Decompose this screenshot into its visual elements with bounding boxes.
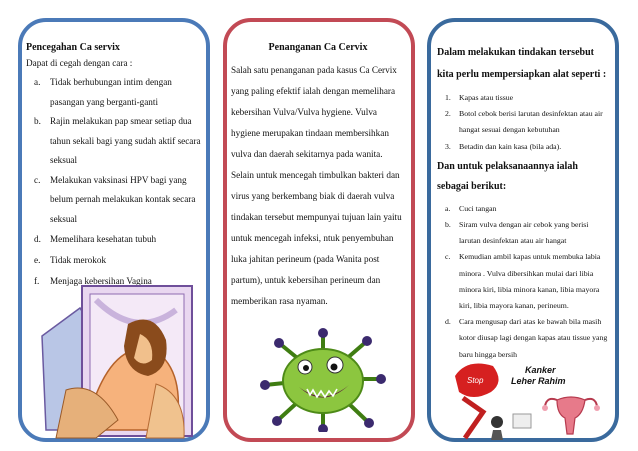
panel-treatment [223,18,415,442]
list-item: d. Cara mengusap dari atas ke bawah bila masih kotor diusap lagi dengan kapas atau tissue yang baru hingga bersih [445,317,608,359]
treatment-body: Salah satu penanganan pada kasus Ca Cervix yang paling efektif ialah dengan memelihara kebersihan Vulva/Vulva hygiene. Vulva hygiene merupakan tindaan membersihkan vulva dan daerah sekitarnya pada wanita. Selain untuk mencegah timbulkan bakteri dan virus yang berkembang biak di daerah vulva tindakan tersebut mempunyai tujuan lain yaitu untuk mencegah infeksi, ntuk penyembuhan luka jahitan perineum (pada Wanita post partum), untuk kebersihan perineum dan memberikan rasa nyaman. [231,65,402,306]
list-item: 3. Betadin dan kain kasa (bila ada). [445,141,562,151]
list-item: 1. Kapas atau tissue [445,93,514,102]
list-item: c. Kemudian ambil kapas untuk membuka labia minora . Vulva dibersihkan mulai dari libia minora kiri, libia minora kanan, libia mayora kiri, libia mayora kanan, perineum. [445,252,601,311]
banner-line2: Leher Rahim [511,376,566,386]
tools-title: Dalam melakukan tindakan tersebut kita perlu mempersiapkan alat seperti : [437,47,607,80]
steps-title: Dan untuk pelaksanaannya ialah sebagai berikut: [437,160,578,192]
prevention-list [26,73,202,292]
woman-illustration [36,280,204,440]
tools-list [437,90,611,155]
list-item: a. Tidak berhubungan intim dengan pasangan yang berganti-ganti [34,77,172,107]
list-item: d. Memelihara kesehatan tubuh [34,234,157,245]
list-item: a. Cuci tangan [445,203,497,213]
list-item: c. Melakukan vaksinasi HPV bagi yang belum pernah melakukan kontak secara seksual [34,174,196,224]
panel-prevention [18,18,210,442]
banner-line1: Kanker [525,365,556,375]
list-item: e. Tidak merokok [34,255,107,266]
prevention-title: Pencegahan Ca servix [26,42,120,53]
panel-procedure [427,18,619,442]
list-item: b. Siram vulva dengan air cebok yang berisi larutan desinfektan atau air hangat [445,220,589,246]
cancer-banner [453,352,603,442]
prevention-intro: Dapat di cegah dengan cara : [26,58,133,68]
virus-illustration [257,327,389,432]
list-item: 2. Botol cebok berisi larutan desinfektan atau air hangat sesuai dengan kebutuhan [445,109,603,135]
treatment-title: Penanganan Ca Cervix [268,42,368,53]
banner-stop: Stop [467,376,484,385]
steps-list [437,201,611,363]
list-item: f. Menjaga kebersihan Vagina [34,276,152,287]
list-item: b. Rajin melakukan pap smear setiap dua tahun sekali bagi yang sudah aktif secara seksual [34,116,201,166]
